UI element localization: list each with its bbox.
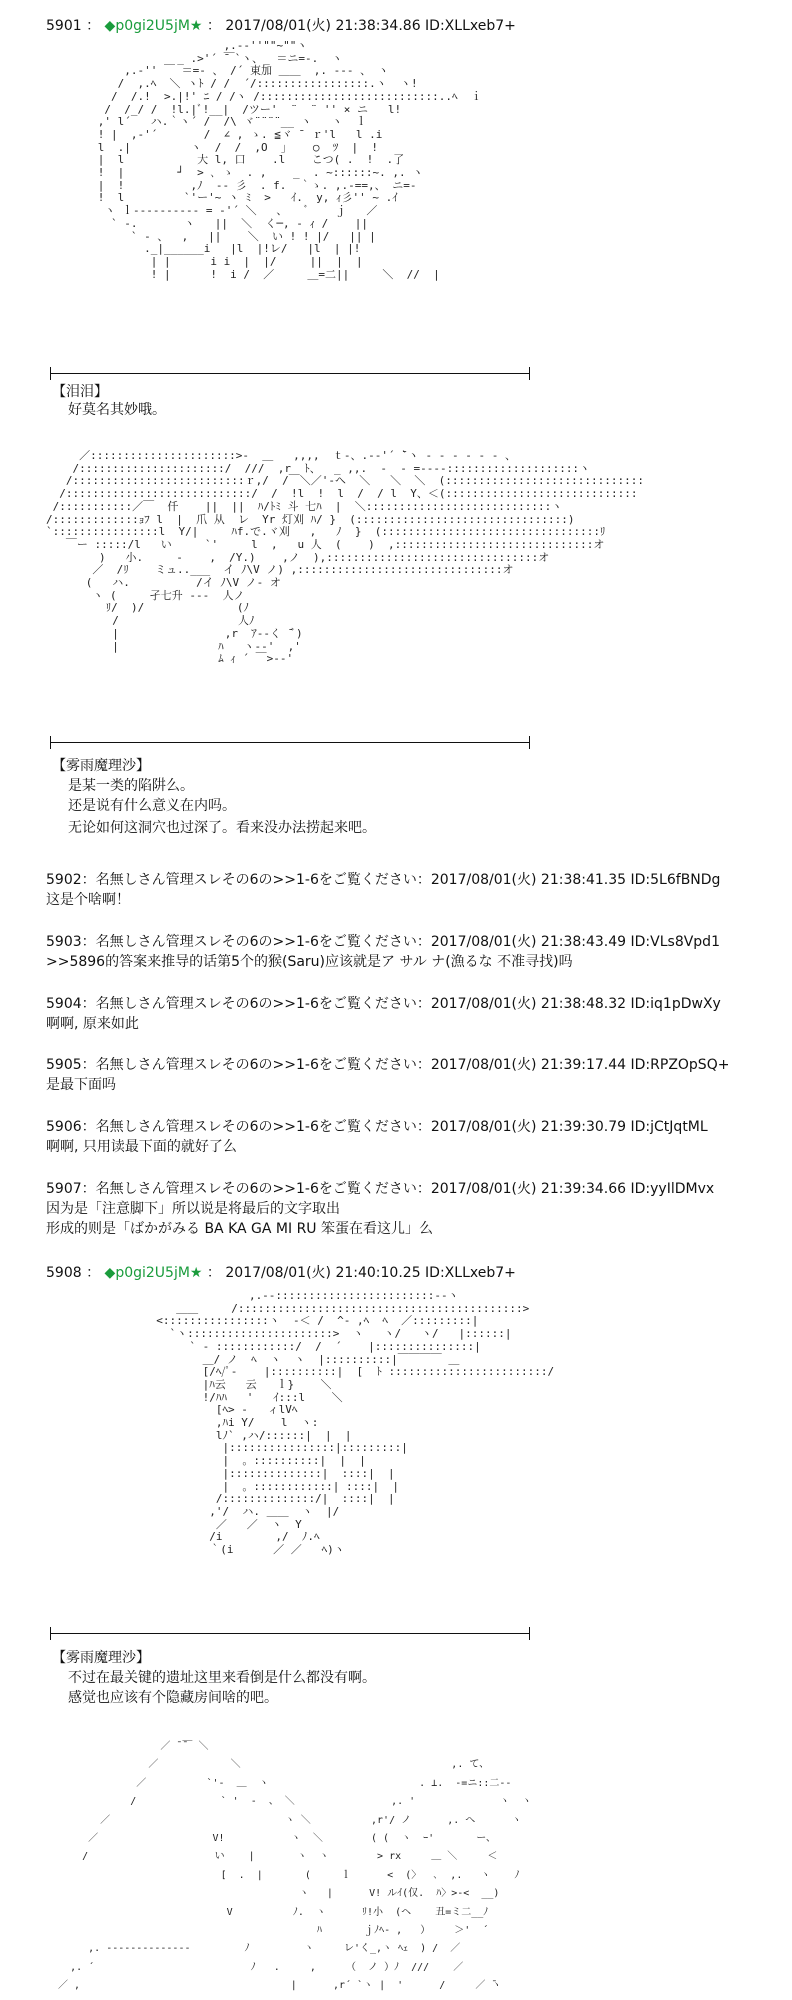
post-body: 啊啊, 原来如此 <box>46 1016 139 1032</box>
star-icon: ★ <box>189 18 203 34</box>
speaker-label: 【雾雨魔理沙】 <box>52 1650 150 1666</box>
ascii-art-1: ,.-‐''""~""ヽ _ .>'´ ̄￣`ヽ、_ ＝ニ=-. ヽ ,.-'' ￣ ＝=- 、 /´ 東加 ＿＿ ,. -‐- 、 ヽ / ,.ﾍ ＼ ヽﾄ / / ´/:::::::::::::::::.ヽ ヽ! / /.! >.|!' ﾆ / /ヽ /:::::::::::::::::::::::::::..ﾍ ｉ / /_/ / !l.|ﾞ!__| /ツー' ¨ ¨ '' × ニ l! ,' l´ ハ.｀ヽ´ / /\ ヾ¨¨¨¨__ ヽ ヽ ｌ ! | ,-'´ / ∠ , ゝ. ≦ヾ ̄ ｒ'l l .i l .| ヽ / / ,O ｣ ○ ﾂ | ! | l 大 l, 口 .l こつ( . ! .了 ! | ┘ > ､ ゝ . , _ . ~::::::~. ,. ヽ | ! ,ﾉ -- 彡 . f. ｀ゝ. ,.-==,、 ニ=‐ ! l `'ー'~ ヽ ﾐ > ｲ. y, ｨ彡'' ~ .ｲ ヽ ｌ---------- = ‐'´ ＼ 、 ﾞ ｊ ／ ` -. ヽ || ＼ く─, - ｨ / || ` - 、 , || ＼ い ! ! |/ || | ._|______i |l |!レ/ |l | |! | | i i | |/ || | | ! | ! i / ／ ＿=二|| ＼ // | <box>97 39 482 281</box>
dialogue-line: 感觉也应该有个隐藏房间啥的吧。 <box>68 1690 278 1706</box>
post-number: 5901 <box>46 18 82 34</box>
post-body: 是最下面吗 <box>46 1077 116 1093</box>
divider-rule <box>50 742 530 743</box>
post-header-5904: 5904：名無しさん管理スレその6の>>1-6をご覧ください：2017/08/01(火) 21:38:48.32 ID:iq1pDwXy <box>46 996 721 1012</box>
dialogue-line: 好莫名其妙哦。 <box>68 402 166 418</box>
post-body: 这是个啥啊！ <box>46 892 130 908</box>
speaker-label: 【雾雨魔理沙】 <box>52 758 150 774</box>
dialogue-line: 不过在最关键的遗址这里来看倒是什么都没有啊。 <box>68 1670 376 1686</box>
post-body: 因为是「注意脚下」所以说是将最后的文字取出 <box>46 1201 340 1217</box>
post-header-5907: 5907：名無しさん管理スレその6の>>1-6をご覧ください：2017/08/01(火) 21:39:34.66 ID:yyIlDMvx <box>46 1181 715 1197</box>
post-header-5906: 5906：名無しさん管理スレその6の>>1-6をご覧ください：2017/08/01(火) 21:39:30.79 ID:jCtJqtML <box>46 1119 708 1135</box>
dialogue-line: 还是说有什么意义在内吗。 <box>68 798 236 814</box>
post-header-5901: 5901 ： ◆p0gi2U5jM★ ： 2017/08/01(火) 21:38:34.86 ID:XLLxeb7+ <box>46 18 516 34</box>
trip-code: ◆p0gi2U5jM <box>104 18 190 34</box>
post-datetime-id: 2017/08/01(火) 21:38:34.86 ID:XLLxeb7+ <box>225 18 516 34</box>
dialogue-line: 是某一类的陷阱么。 <box>68 778 194 794</box>
post-header-5902: 5902：名無しさん管理スレその6の>>1-6をご覧ください：2017/08/01(火) 21:38:41.35 ID:5L6fBNDg <box>46 872 721 888</box>
divider-rule <box>50 373 530 374</box>
trip-code: ◆p0gi2U5jM <box>104 1265 190 1281</box>
post-header-5905: 5905：名無しさん管理スレその6の>>1-6をご覧ください：2017/08/01(火) 21:39:17.44 ID:RPZOpSQ+ <box>46 1057 730 1073</box>
ascii-art-2: ／::::::::::::::::::::::>- ＿ ,,,, ｔ‐、.-‐'´ ̄`ヽ - - - - - - 、 /::::::::::::::::::::::/ /// ,r ﾄ、 _ ,,. - - =‐‐--::::::::::::::::::::ヽ /::::::::::::::::::::::::::ｒ,/ /￣＼／'‐ヘ ＼ ＼ ＼ (:::::::::::::::::::::::::::::: /::::::::::::::::::::::::::::/ / !l ! l / / l Y、＜(::::::::::::::::::::::::::::: /:::::::::::／￣ 仟 || || ﾊ/ﾄﾐ 斗 七ﾊ | ＼::::::::::::::::::::::::::::ヽ /:::::::::::::ｮﾌ l | 爪 从 レ Yr 灯刈 ﾊ/ } (::::::::::::::::::::::::::::::::) `::::::::::::::::l Y/| ﾊf.で.ヾ刈 , ﾉ } (:::::::::::::::::::::::::::::::::ﾘ ￣ー :::::/l い `' l , u 人 ( ) ,::::::::::::::::::::::::::::::オ ) 小. ‐ , /Y.) ,ノ ),::::::::::::::::::::::::::::::::オ ／ /ﾘ ミュ..___ イ ﾉ\V ノ) ,:::::::::::::::::::::::::::::::オ ( ハ. /イ ﾉ\V ノ‐ オ ヽ ( 孑七升 ‐‐‐ 人ノ ﾘ/ )/ (ﾉ / 人ﾉ | ,r ｱ-‐く ̄ ﾞ) | ﾊ ヽ-‐' ,' ﾑ ｨ ´ ￣>-‐' <box>46 449 644 666</box>
post-number: 5908 <box>46 1265 82 1281</box>
post-body: 形成的则是「ばかがみる BA KA GA MI RU 笨蛋在看这儿」么 <box>46 1221 434 1237</box>
ascii-art-4: ／ ̄ ̄￣ ＼ ／ ＼ ,. て、 ／ `'‐ ＿ ヽ . ⊥. ‐=ニ::二‐- / ` ' ‐ 、 ＼ ,. ' ヽ ヽ ／ ヽ ＼ ,r'/ ノ ,. へ ヽ ／ V! ヽ ＼ ( ( ヽ ｰ' ー、 / い | ヽ ヽ > rx ＿ ＼ ＜ [ . | ( ｌ < (〉 ､ ,. ヽ ﾉ ヽ | V! ルｲ(仅. ﾊ〉>‐< __) V ﾉ. ヽ ﾘ!小 (ヘ 丑=ミ二__ﾉ ﾊ ｊﾉﾍ‐ , ） ＞' ´ ,. --‐‐‐--------- ﾉ ヽ レ'く_,ヽ ﾍｪ ) / ／ ,. ´ ﾉ . , （ ノ ）ﾉ /// ／ ／ , | ,r´ `ヽ | ' / ／ ̄ヽ <box>58 1741 532 1992</box>
post-header-5908: 5908 ： ◆p0gi2U5jM★ ： 2017/08/01(火) 21:40:10.25 ID:XLLxeb7+ <box>46 1265 516 1281</box>
ascii-art-3: ,.-‐::::::::::::::::::::::::‐-ヽ ＿＿ /:::::::::::::::::::::::::::::::::::::::::::> <::::::::::::::::ヽ ‐＜ / ^- ,ﾍ ﾍ ／:::::::::| `ヽ::::::::::::::::::::::> ヽ ヽ/ ヽ/ |::::::| ` ‐ ::::::::::::/ / ´ |:::::::::::::::| ＿/ ノ ﾍ ヽ ヽ |::::::::::|￣￣￣￣ ＿ [/ﾍ/ﾟ- |::::::::::| [ ﾄ ::::::::::::::::::::::::/ |ﾊ云 云 ｌ} ＼ !/ﾊﾊ ' ｲ:::l ＼ [ﾍ> - ィlVﾍ ,ﾊi Y/ l ヽ: lﾉ` ,ハ/::::::| | | |::::::::::::::::|:::::::::| | 。::::::::::| | | |::::::::::::::| ::::| | | 。::::::::::::| ::::| | /::::::::::::::/| ::::| | ,'/ ハ. ＿＿ ヽ |/ ／ ／ ヽ Y /i ,/ ﾉ.ﾍ ｀(i ／ ／ ﾍ)ヽ <box>156 1289 555 1557</box>
post-header-5903: 5903：名無しさん管理スレその6の>>1-6をご覧ください：2017/08/01(火) 21:38:43.49 ID:VLs8Vpd1 <box>46 934 720 950</box>
dialogue-line: 无论如何这洞穴也过深了。看来没办法捞起来吧。 <box>68 820 376 836</box>
post-body: 啊啊, 只用读最下面的就好了么 <box>46 1139 237 1155</box>
post-datetime-id: 2017/08/01(火) 21:40:10.25 ID:XLLxeb7+ <box>225 1265 516 1281</box>
post-body: >>5896的答案来推导的话第5个的猴(Saru)应该就是ア サル ナ(漁るな 不准寻找)吗 <box>46 954 573 970</box>
divider-rule <box>50 1633 530 1634</box>
speaker-label: 【泪泪】 <box>52 384 108 400</box>
star-icon: ★ <box>189 1265 203 1281</box>
